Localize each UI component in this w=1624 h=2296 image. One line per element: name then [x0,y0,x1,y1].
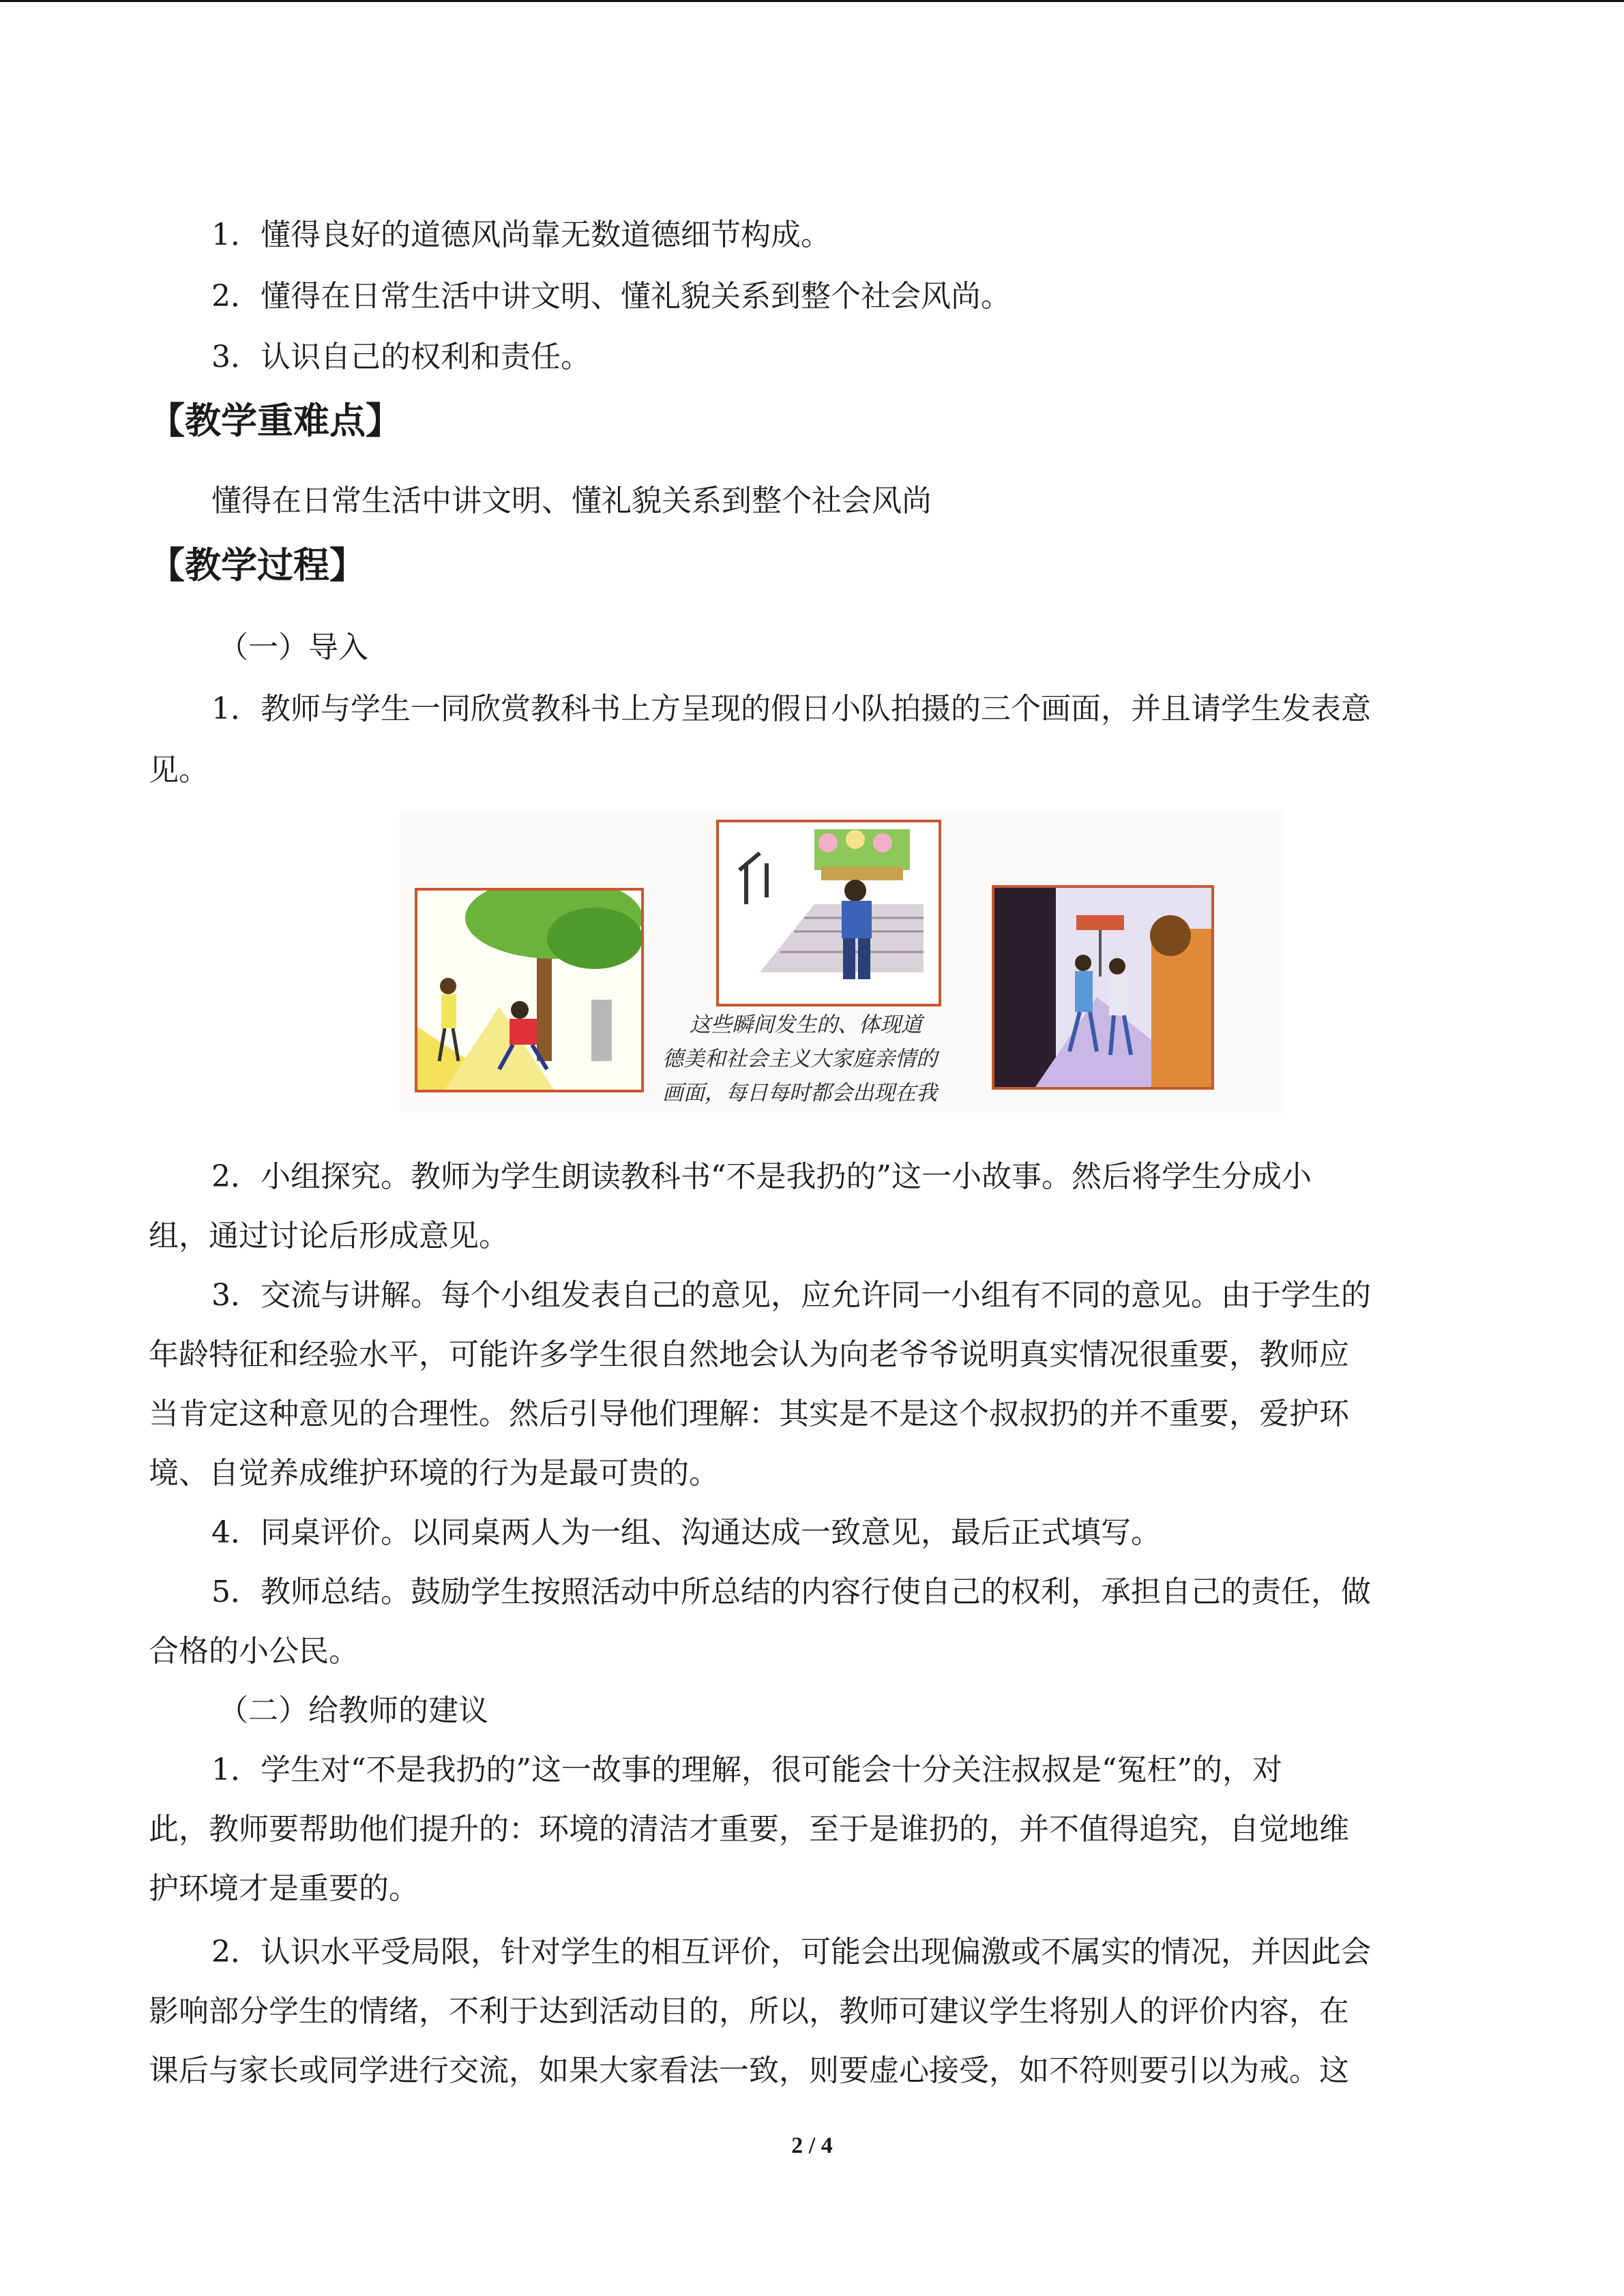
item2-line2: 组，通过讨论后形成意见。 [149,1219,509,1253]
advice1-line2: 此，教师要帮助他们提升的：环境的清洁才重要，至于是谁扔的，并不值得追究，自觉地维 [149,1812,1349,1847]
advice2-line2: 影响部分学生的情绪，不利于达到活动目的，所以，教师可建议学生将别人的评价内容，在 [149,1994,1349,2029]
key-points-text: 懂得在日常生活中讲文明、懂礼貌关系到整个社会风尚 [211,483,932,518]
illustration-caption [662,1008,976,1110]
advice1-line1: 1．学生对“不是我扔的”这一故事的理解，很可能会十分关注叔叔是“冤枉”的，对 [211,1753,1282,1787]
item3-line1: 3．交流与讲解。每个小组发表自己的意见，应允许同一小组有不同的意见。由于学生的 [211,1278,1371,1313]
advice1-line3: 护环境才是重要的。 [149,1871,419,1906]
caption-line-1: 这些瞬间发生的、体现道 [690,1013,922,1037]
caption-line-2: 德美和社会主义大家庭亲情的 [662,1047,937,1071]
panel-stairs-scene [716,820,941,1007]
top-rule [0,0,1624,2]
objective-3: 3．认识自己的权利和责任。 [211,340,591,374]
item3-line3: 当肯定这种意见的合理性。然后引导他们理解：其实是不是这个叔叔扔的并不重要，爱护环 [149,1397,1349,1431]
caption-line-3: 画面，每日每时都会出现在我 [662,1081,937,1105]
textbook-illustration [400,810,1284,1113]
intro-title: （一）导入 [218,630,368,665]
panel-tree-scene [415,888,644,1092]
item3-line4: 境、自觉养成维护环境的行为是最可贵的。 [149,1456,719,1491]
item4: 4．同桌评价。以同桌两人为一组、沟通达成一致意见，最后正式填写。 [211,1515,1161,1550]
process-heading: 【教学过程】 [149,545,366,586]
panel-street-scene [992,885,1214,1090]
advice-title: （二）给教师的建议 [218,1693,488,1728]
advice2-line3: 课后与家长或同学进行交流，如果大家看法一致，则要虚心接受，如不符则要引以为戒。这 [149,2053,1349,2088]
objective-1: 1．懂得良好的道德风尚靠无数道德细节构成。 [211,218,831,252]
advice2-line1: 2．认识水平受局限，针对学生的相互评价，可能会出现偏激或不属实的情况，并因此会 [211,1935,1371,1969]
item5-line2: 合格的小公民。 [149,1634,359,1669]
objective-2: 2．懂得在日常生活中讲文明、懂礼貌关系到整个社会风尚。 [211,279,1011,314]
item1-line1: 1．教师与学生一同欣赏教科书上方呈现的假日小队拍摄的三个画面，并且请学生发表意 [211,691,1371,726]
item5-line1: 5．教师总结。鼓励学生按照活动中所总结的内容行使自己的权利，承担自己的责任，做 [211,1575,1371,1609]
item2-line1: 2．小组探究。教师为学生朗读教科书“不是我扔的”这一小故事。然后将学生分成小 [211,1159,1312,1194]
item3-line2: 年龄特征和经验水平，可能许多学生很自然地会认为向老爷爷说明真实情况很重要，教师应 [149,1337,1349,1372]
key-points-heading: 【教学重难点】 [149,400,402,442]
item1-line2: 见。 [149,753,209,788]
page-number: 2 / 4 [791,2133,833,2158]
